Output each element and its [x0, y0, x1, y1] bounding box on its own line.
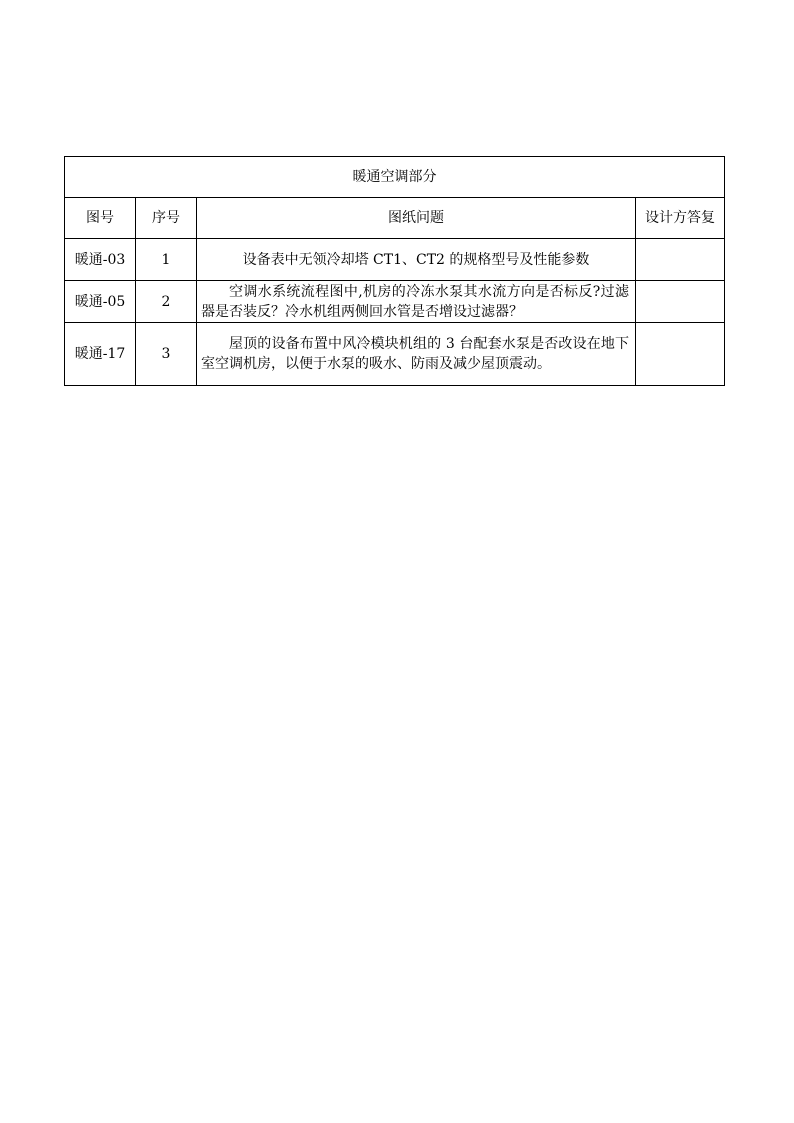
row-issue: 屋顶的设备布置中风冷模块机组的 3 台配套水泵是否改设在地下室空调机房，以便于水泵的吸水、防雨及减少屋顶震动。: [197, 323, 636, 386]
row-reply: [636, 239, 725, 281]
header-seq-no: 序号: [136, 198, 197, 239]
table-header-row: [65, 198, 725, 239]
header-issue: 图纸问题: [197, 198, 636, 239]
header-reply: 设计方答复: [636, 198, 725, 239]
table-row: [65, 323, 725, 386]
row-reply: [636, 323, 725, 386]
header-drawing-no: 图号: [65, 198, 136, 239]
row-drawing-no: 暖通-17: [65, 323, 136, 386]
table-title: 暖通空调部分: [65, 157, 725, 198]
row-seq-no: 2: [136, 281, 197, 323]
table-row: [65, 239, 725, 281]
row-drawing-no: 暖通-05: [65, 281, 136, 323]
row-issue: 设备表中无领冷却塔 CT1、CT2 的规格型号及性能参数: [197, 239, 636, 281]
table-row: [65, 281, 725, 323]
row-seq-no: 1: [136, 239, 197, 281]
row-issue: 空调水系统流程图中,机房的冷冻水泵其水流方向是否标反?过滤器是否装反？冷水机组两侧回水管是否增设过滤器？: [197, 281, 636, 323]
row-seq-no: 3: [136, 323, 197, 386]
row-reply: [636, 281, 725, 323]
table-title-row: [65, 157, 725, 198]
drawing-review-table: [64, 156, 725, 386]
row-drawing-no: 暖通-03: [65, 239, 136, 281]
